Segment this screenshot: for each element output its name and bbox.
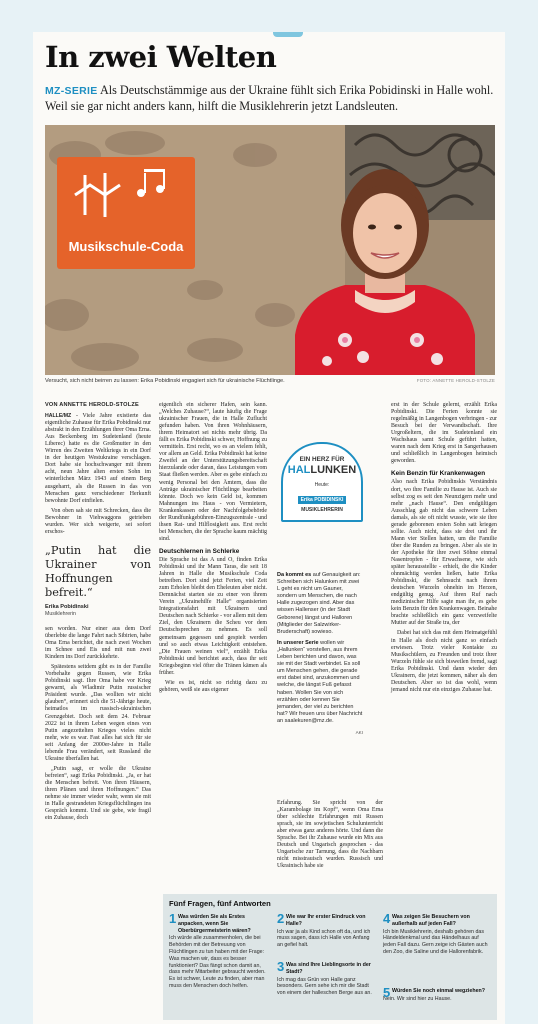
faq-question: Wie war Ihr erster Eindruck von Halle? — [286, 914, 366, 927]
series-logo-box — [281, 442, 363, 522]
newspaper-page — [33, 32, 505, 1024]
faq-number: 5 — [383, 985, 391, 1000]
quote-role: Musiklehrerin — [45, 610, 76, 617]
body-paragraph: Von oben sah sie mit Schrecken, dass die Bewohner in Viehwaggons getrieben wurden. Wer sich weigerte, sei sofort erschos- — [45, 507, 151, 535]
caption-text: Versucht, sich nicht beirren zu lassen: Erika Pobidinski engagiert sich für ukrainische Flüchtlinge. — [45, 378, 285, 384]
faq-answer: Ich mag das Grün von Halle ganz besonders. Gern sehe ich mir die Stadt von einem der halleschen Berge aus an. — [277, 976, 372, 997]
quote-name: Erika Pobidinski — [45, 603, 89, 610]
body-paragraph: Erfahrung. Sie spricht von der „Karambolage im Kopf“, wenn Oma Erna über schlechte Erfahrungen mit Russen sprach, sie im sowjetischen Schulunterricht aber etwas ganz anderes hörte. Und dann die Sprache. Bei ihr Zuhause wurde ein Mix aus Deutsch und Ungarisch gesprochen - das Ungarische zur Tarnung, dass die Nachbarn nicht misstrauisch wurden. Russisch und Ukrainisch habe sie — [277, 800, 383, 870]
faq-number: 2 — [277, 911, 285, 926]
body-paragraph: Die Sprache ist das A und O, finden Erika Pobidinski und ihr Mann Taras, die seit 18 Jahren in Halle die Musikschule Coda betreiben. Dort sind jetzt Ferien, viel Zeit zum Erholen bleibt den Eheleuten aber nicht. Demnächst starten sie zu einer von ihrem Verein „Ukrainehilfe Halle“ organisierten Integrationsfahrt mit Ukrainern und Deutschen nach Schierke - vor allem mit dem Ziel, den Ukrainern die Scheu vor dem Deutschsprechen zu nehmen. Es soll gemeinsam gegessen und gespielt werden und so auch etwas Leichtigkeit entstehen. „Die Frauen weinen viel“, erzählt Erika Pobidinski und berichtet auch, dass ihr seit Kriegsbeginn viel öfter die Tränen kämen als früher. — [159, 556, 267, 676]
top-marker — [273, 32, 303, 37]
faq-answer: Nein. Wir sind hier zu Hause. — [383, 995, 452, 1002]
info-paragraph: Da kommt es auf Genauigkeit an: Schreiben sich Halunken mit zwei L geht es nicht um Gauner, sondern um Menschen, die nach Halle zugezogen sind. Aber das wissen Hallenser (in der Stadt Geborene) längst und Halloren (Mitglieder der Salzwirker-Bruderschaft) sowieso. — [277, 572, 361, 635]
photo-credit: FOTO: ANNETTE HEROLD-STOLZE — [416, 378, 495, 383]
series-line-2: HALLUNKEN — [287, 464, 357, 476]
column-4 — [391, 402, 497, 697]
body-paragraph: sen worden. Nur einer aus dem Dorf überlebte die lange Fahrt nach Sibirien, habe Oma Erna berichtet, die nach zwei Wochen im Schnee und Eis und mit nun zwei Kindern ins Dorf zurückkehrte. — [45, 625, 151, 661]
faq-item-2 — [277, 911, 375, 949]
dateline: HALLE/MZ — [45, 413, 72, 420]
faq-number: 3 — [277, 959, 285, 974]
sign-text: Musikschule-Coda — [68, 239, 184, 254]
info-signature: AKI — [355, 729, 363, 735]
column-3 — [277, 800, 383, 873]
body-paragraph: „Putin sagt, er wolle die Ukraine befreien“, sagt Erika Pobidinski. „Ja, er hat die Menschen befreit. Von ihren Häusern, ihren Plänen und ihren Hoffnungen.“ Das nehme sie immer wieder wahr, wenn sie mit in Halle gestrandeten Kriegsflüchtlingen ins Gespräch kommt. Und sie gebe, wie fragil ein Zuhause, doch — [45, 765, 151, 822]
series-info-box — [277, 572, 363, 736]
faq-item-3 — [277, 959, 375, 997]
body-paragraph: HALLE/MZ - Viele Jahre existierte das eigentliche Zuhause für Erika Pobidinski nur abstrakt in den Erzählungen ihrer Oma Erna. Aus Beckenberg im Sudetenland (heute Liberec) hatte es die Großmutter in den Wirren des Zweiten Weltkriegs in ein Dorf in der heutigen Westukraine verschlagen. Dort habe sie hochschwanger mit ihrem acht, neun Jahre alten ersten Sohn im winterlichen März 1943 auf einem Berg ausgeharrt, als die Russen in das von Menschen ganz verschiedener Herkunft bewohnte Dorf einfielen. — [45, 413, 151, 504]
body-paragraph: Wie es ist, nicht so richtig dazu zu gehören, weiß sie aus eigener — [159, 679, 267, 693]
article-photo — [45, 125, 495, 375]
faq-question: Was zeigen Sie Besuchern von außerhalb auf jeden Fall? — [392, 914, 470, 927]
deck-text: Als Deutschstämmige aus der Ukraine fühlt sich Erika Pobidinski in Halle wohl. Weil sie gar nicht anders kann, hilft die Musiklehrerin jetzt Landsleuten. — [45, 83, 494, 114]
body-paragraph: Also nach Erika Pobidinskis Verständnis dort, wo ihre Familie zu Hause ist. Auch sie selbst zog es seit den Neunzigern mehr und mehr „nach Hause“. Den endgültigen Ausschlag gab nicht das schwere Leben damals, als sie oft nicht wusste, wie sie ihre gerade geborenen ersten Sohn satt kriegen sollte. Auch nicht, dass sie drei und ihr Mann vier Stellen hatten, um die Familie über die Runden zu bringen. Aber als sie in der Apotheke für ihre zwei Söhne einmal Nasentropfen - für Erwachsene, wie sich später herausstellte - erhielt, die die Kinder ohnmächtig werden ließen, hatte Erika Pobidinski, die Sehnsucht nach ihrem deutschen Wurzeln ohnehin im Herzen, endgültig genug. Auf ihren Ruf nach medizinischer Hilfe sagte man ihr, es gebe kein Benzin für den Krankenwagen. Beinahe brachte schließlich ein ganz verzweifelte Mutter auf der Straße tra, der — [391, 479, 497, 627]
quote-text: „Putin hat die Ukrainer von Hoffnungen befreit.“ — [45, 543, 151, 599]
headline: In zwei Welten — [45, 40, 277, 74]
faq-number: 1 — [169, 911, 177, 926]
faq-question: Was würden Sie als Erstes anpacken, wenn Sie Oberbürgermeisterin wären? — [178, 914, 251, 934]
body-paragraph: Dabei hat sich das mit dem Heimatgefühl in Halle als doch nicht ganz so einfach erwiesen. Trotz vieler Kontakte zu Musikschülern, zu Freunden und trotz ihrer Wurzeln fühle sie sich bisweilen fremd, sagt Erika Pobidinski. Und dann wieder den Ukrainern, die jetzt kommen, näher als den Deutschen. Aber so ist das wohl, wenn jemand nicht nur ein einziges Zuhause hat. — [391, 630, 497, 693]
faq-item-5 — [383, 985, 491, 1003]
photo-illustration — [45, 125, 495, 375]
body-paragraph: Spätestens seitdem gibt es in der Familie Vorbehalte gegen Russen, wie Erika Pobidinski sagt. Ihre Oma habe vor Krieg gewarnt, als Wladimir Putin russischer Präsident wurde. „Das wollten wir nicht glauben“, erinnert sich die 51-Jährige heute, heimatlos im russisch-ukrainischen Grenzgebiet. Doch seit dem 24. Februar 2022 ist in ihrem Leben wegen eines von Putin angezettelten Krieges vieles nicht mehr, wie es war. Fast alles hat sich für sie seit Anfang der 2000er-Jahre in Halle lebende Frau verändert, seit Russland die Ukraine überfallen hat. — [45, 664, 151, 762]
faq-answer: Ich bin Musiklehrerin, deshalb gehören das Händeldenkmal und das Händelhaus auf jeden Fall dazu. Gern zeige ich Gästen auch den Zoo, die Saline und die Hallorenfabrik. — [383, 928, 488, 955]
faq-answer: Ich würde alle zusammenholen, die bei Behörden mit der Betreuung von Flüchtlingen zu tun haben mit der Frage: Was machen wir, dass es besser funktioniert? Das fängt schon damit an, dass mehr Mitarbeiter gebraucht werden. Es ist schwer, Leute zu finden, aber man muss den Menschen doch helfen. — [169, 935, 266, 989]
column-2 — [159, 402, 267, 697]
faq-item-1 — [169, 911, 269, 990]
column-1 — [45, 402, 151, 825]
series-line-1: EIN HERZ FÜR — [299, 456, 345, 463]
body-paragraph: eigentlich ein sicherer Hafen, sein kann. „Welches Zuhause?“, laute häufig die Frage ukrainischer Frauen, die in Halle Zuflucht gefunden haben. Von ihren Wohnhäusern, ihrem Heimatort sei nichts mehr übrig. Da fällt es Erika Pobidinski schwer, Hoffnung zu vermitteln. Erst recht, wo es an vielem fehlt, vor allem an Geld. Erika Pobidinski hat keine Zweifel an der Unterstützungsbereitschaft hierzulande oder daran, dass Leistungen vom Staat fließen werden. Aber es gebe einfach zu wenig Personal bei den Ämtern, dass die Anträge ukrainischer Flüchtlinge bearbeiten könnte. Doch wo kein Geld ist, kommen Mahnungen ins Haus - von Vermietern, Krankenkassen oder der Nachfolgebehörde der Rundfunkgebühren-Einzugszentrale - und ihsen Rat- und Hilflosigkeit aus. Erst recht bei Menschen, die der Sprache kaum mächtig sind. — [159, 402, 267, 542]
body-paragraph: erst in der Schule gelernt, erzählt Erika Pobidinski. Die Ferien konnte sie regelmäßig in Langenbogen verbringen - zur Besuch bei der Verwandtschaft. Ihre Urgroßeltern, die im Sudetenland ein Wachshaus samt Schule geführt hatten, waren nach dem Krieg erst in Sangerhausen und schließlich in Langenbogen heimisch geworden. — [391, 402, 497, 465]
series-line-4: Erika POBIDINSKI — [298, 496, 347, 504]
pull-quote — [45, 544, 151, 618]
subhead-schierke: Deutschlernen in Schlerke — [159, 547, 240, 555]
deck — [45, 83, 497, 115]
subhead-benzin: Kein Benzin für Krankenwagen — [391, 470, 486, 478]
faq-question: Würden Sie noch einmal wegziehen? — [392, 988, 486, 994]
faq-title: Fünf Fragen, fünf Antworten — [169, 899, 271, 908]
faq-item-4 — [383, 911, 491, 956]
faq-box — [163, 894, 497, 1020]
series-tag: MZ-SERIE — [45, 85, 98, 97]
faq-answer: Ich war ja als Kind schon oft da, und ich muss sagen, dass ich Halle von Anfang an gefiel halt. — [277, 928, 371, 949]
series-line-5: MUSIKLEHRERIN — [301, 507, 343, 513]
series-line-3: Heute: — [314, 482, 330, 488]
photo-caption — [45, 378, 495, 384]
info-paragraph: In unserer Serie wollen wir „Hallunken“ vorstellen, aus ihrem Leben berichten und davon, was sie mit der Stadt verbindet. Es soll um Menschen gehen, die gerade erst dabei sind, anzukommen und welche, die längst Fuß gefasst haben. Wollen Sie von sich erzählen oder kennen Sie jemanden, der viel zu berichten hat? Wir freuen uns über Nachricht an saalekuren@mz.de. — [277, 639, 363, 724]
faq-number: 4 — [383, 911, 391, 926]
faq-question: Was sind Ihre Lieblingsorte in der Stadt? — [286, 962, 371, 975]
byline: VON ANNETTE HEROLD-STOLZE — [45, 402, 139, 408]
